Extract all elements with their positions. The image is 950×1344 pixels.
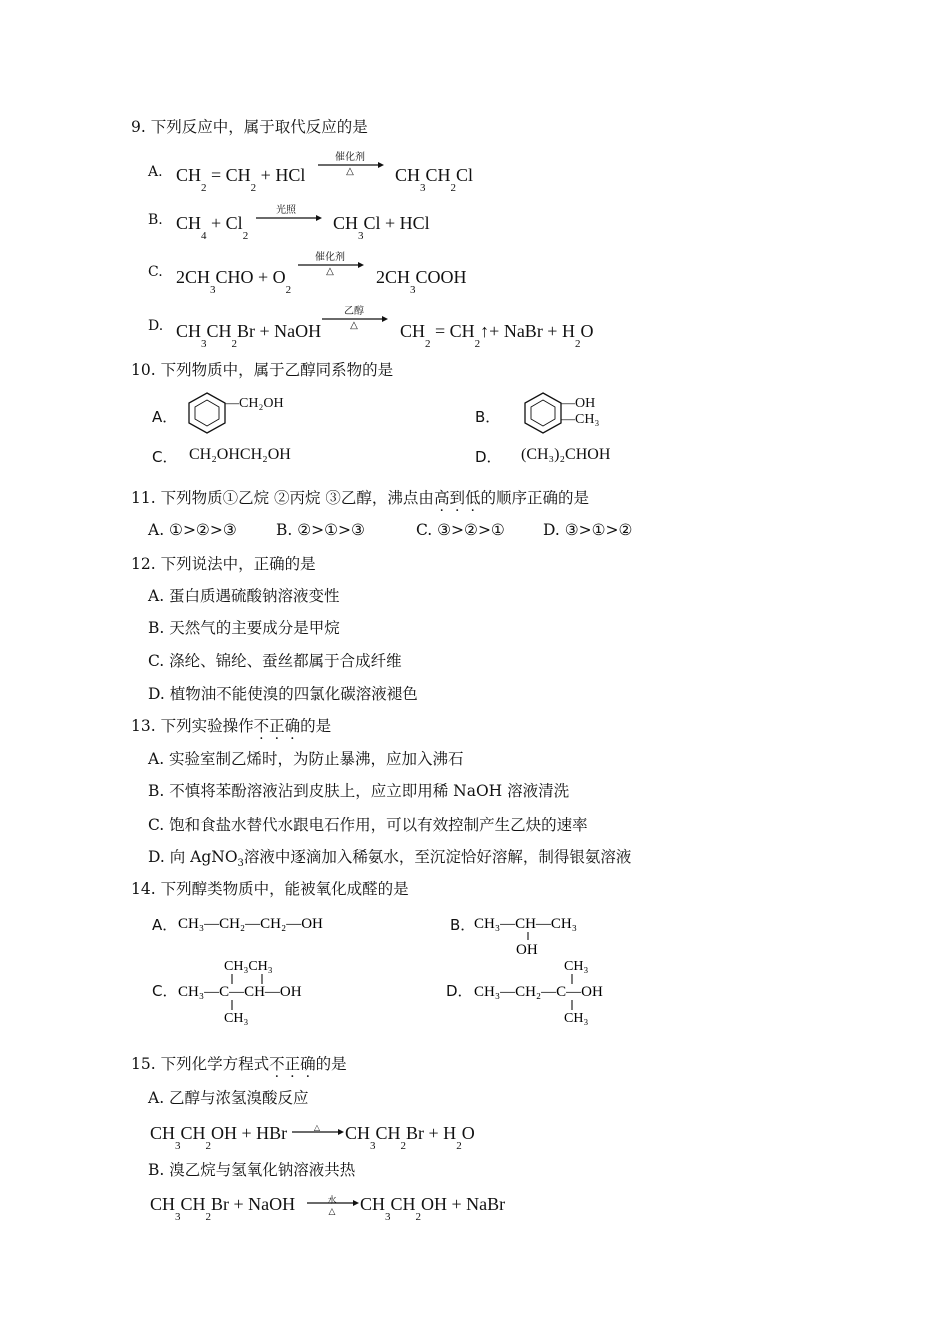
q14-option-b-letter: B． xyxy=(450,916,476,934)
q13-option-d: D. 向 AgNO$_3$溶液中逐滴加入稀氨水，至沉淀恰好溶解，制得银氨溶液 xyxy=(148,848,632,870)
question-9-stem: 9. 下列反应中，属于取代反应的是 xyxy=(131,118,368,136)
q11-option-c: C. ③>②>① xyxy=(416,521,505,539)
q9-option-c-letter: C. xyxy=(148,264,163,280)
q15-a-equation-right: $CH_3CH_2Br + H_2O$ xyxy=(345,1123,475,1152)
question-11-stem: 11. 下列物质①乙烷 ②丙烷 ③乙醇，沸点由高到低的顺序正确的是 xyxy=(131,489,589,507)
q13-option-b: B. 不慎将苯酚溶液沾到皮肤上，应立即用稀 NaOH 溶液清洗 xyxy=(148,782,570,800)
q15-option-b: B. 溴乙烷与氢氧化钠溶液共热 xyxy=(148,1161,356,1179)
q9-a-condition-top: 催化剂 xyxy=(335,152,365,163)
q9-option-a-reactants: $CH_2 = CH_2$ + HCl xyxy=(176,165,306,194)
q15-b-equation-left: $CH_3CH_2Br$ + NaOH xyxy=(150,1194,296,1223)
q15-a-equation-left: $CH_3CH_2OH$ + HBr xyxy=(150,1123,288,1152)
q10-option-d-formula: (CH₃)₂CHOH xyxy=(521,446,611,463)
q10-option-a-substituent: —CH₂OH xyxy=(225,396,284,411)
q14-option-d-letter: D． xyxy=(446,982,473,1000)
q9-option-d-letter: D. xyxy=(148,318,164,334)
q9-b-arrow-icon xyxy=(256,214,322,222)
q14-option-c-structure xyxy=(176,954,336,1026)
q10-option-b-substituent-oh: —OH xyxy=(561,396,596,411)
q9-c-condition-bottom: △ xyxy=(326,266,334,277)
q15-a-arrow-icon xyxy=(292,1128,344,1136)
svg-text:CH₃CH₃: CH₃CH₃ xyxy=(224,959,273,974)
svg-text:CH₃: CH₃ xyxy=(564,1011,589,1026)
q9-option-a-letter: A. xyxy=(148,164,163,180)
q9-option-d-reactants: $CH_3CH_2Br$ + NaOH xyxy=(176,321,322,350)
svg-text:CH₃—CH—CH₃: CH₃—CH—CH₃ xyxy=(474,916,577,932)
question-14-stem: 14. 下列醇类物质中，能被氧化成醛的是 xyxy=(131,880,409,898)
q10-a-benzene-ring-icon xyxy=(184,392,230,434)
q12-option-b: B. 天然气的主要成分是甲烷 xyxy=(148,619,340,637)
q14-option-d-structure xyxy=(472,954,642,1026)
q9-c-condition-top: 催化剂 xyxy=(315,252,345,263)
q10-option-b-letter: B． xyxy=(475,408,501,426)
q11-option-d: D. ③>①>② xyxy=(543,521,633,539)
q9-option-d-products: $CH_2$ = $CH_2↑+$ NaBr + $H_2O$ xyxy=(400,321,594,350)
q15-b-equation-right: $CH_3CH_2OH$ + NaBr xyxy=(360,1194,506,1223)
q13-option-c: C. 饱和食盐水替代水跟电石作用，可以有效控制产生乙炔的速率 xyxy=(148,816,588,834)
q10-option-c-letter: C． xyxy=(152,448,178,466)
q14-option-b-structure xyxy=(472,910,592,958)
q10-option-c-formula: CH₂OHCH₂OH xyxy=(189,446,291,463)
q14-option-a-structure xyxy=(176,910,346,936)
q9-a-condition-bottom: △ xyxy=(346,166,354,177)
svg-text:OH: OH xyxy=(516,942,538,958)
q10-option-b-substituent-ch3: —CH₃ xyxy=(561,412,600,427)
question-15-stem: 15. 下列化学方程式不正确的是 xyxy=(131,1055,347,1073)
q9-option-c-products: $2CH_3COOH$ xyxy=(376,267,467,296)
q9-option-b-reactants: $CH_4 + Cl_2$ xyxy=(176,213,249,242)
q10-option-d-letter: D． xyxy=(475,448,502,466)
q9-option-c-reactants: $2CH_3CHO + O_2$ xyxy=(176,267,292,296)
q12-option-d: D. 植物油不能使溴的四氯化碳溶液褪色 xyxy=(148,685,418,703)
q11-option-b: B. ②>①>③ xyxy=(276,521,365,539)
q15-option-a: A. 乙醇与浓氢溴酸反应 xyxy=(148,1089,309,1107)
q14-option-c-letter: C． xyxy=(152,982,178,1000)
q15-a-condition: △ xyxy=(313,1123,321,1132)
q9-option-a-products: $CH_3CH_2Cl$ xyxy=(395,165,474,194)
q12-option-c: C. 涤纶、锦纶、蚕丝都属于合成纤维 xyxy=(148,652,402,670)
q15-b-condition-top: 水 xyxy=(327,1196,337,1206)
q9-option-b-products: $CH_3Cl$ + HCl xyxy=(333,213,430,242)
q11-option-a: A. ①>②>③ xyxy=(148,521,237,539)
svg-text:CH₃—CH₂—C—OH: CH₃—CH₂—C—OH xyxy=(474,984,603,1000)
q10-option-a-letter: A． xyxy=(152,408,178,426)
q12-option-a: A. 蛋白质遇硫酸钠溶液变性 xyxy=(148,587,340,605)
svg-text:CH₃: CH₃ xyxy=(224,1011,249,1026)
q14-option-a-letter: A． xyxy=(152,916,178,934)
q9-d-condition-bottom: △ xyxy=(350,320,358,331)
q9-b-condition-top: 光照 xyxy=(276,205,296,216)
svg-text:CH₃—C—CH—OH: CH₃—C—CH—OH xyxy=(178,984,302,1000)
svg-text:CH₃: CH₃ xyxy=(564,959,589,974)
q15-b-condition-bottom: △ xyxy=(328,1207,336,1217)
svg-text:CH₃—CH₂—CH₂—OH: CH₃—CH₂—CH₂—OH xyxy=(178,916,323,932)
question-13-stem: 13. 下列实验操作不正确的是 xyxy=(131,717,332,735)
question-12-stem: 12. 下列说法中，正确的是 xyxy=(131,555,316,573)
q13-option-a: A. 实验室制乙烯时，为防止暴沸，应加入沸石 xyxy=(148,750,464,768)
q9-option-b-letter: B. xyxy=(148,212,163,228)
question-10-stem: 10. 下列物质中，属于乙醇同系物的是 xyxy=(131,361,394,379)
q9-d-condition-top: 乙醇 xyxy=(344,306,364,317)
q10-b-benzene-ring-icon xyxy=(520,392,566,434)
q15-b-arrow-icon xyxy=(307,1199,359,1207)
